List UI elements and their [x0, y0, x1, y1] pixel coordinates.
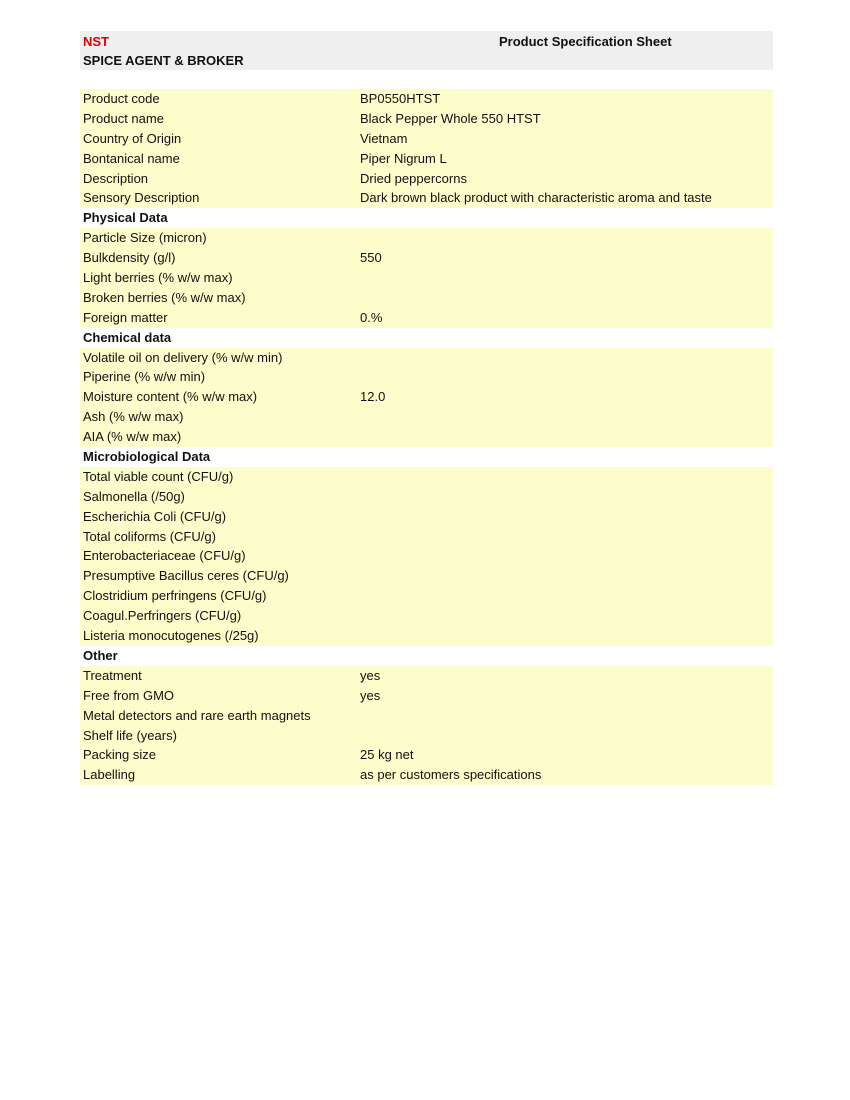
- spec-label: Moisture content (% w/w max): [83, 389, 258, 405]
- spec-row: [80, 348, 773, 368]
- spec-row: [80, 367, 773, 387]
- spec-row: [80, 745, 773, 765]
- spec-row: [80, 407, 773, 427]
- spec-label: Foreign matter: [83, 309, 168, 325]
- spec-row: [80, 288, 773, 308]
- spec-label: Salmonella (/50g): [83, 488, 185, 504]
- spec-value: 12.0: [360, 389, 386, 405]
- spec-value: Dark brown black product with characteristic aroma and taste: [360, 190, 712, 206]
- section-header: [80, 328, 773, 348]
- spec-label: Metal detectors and rare earth magnets: [83, 707, 311, 723]
- spec-label: Treatment: [83, 667, 142, 683]
- section-header: [80, 208, 773, 228]
- spec-value: 25 kg net: [360, 747, 414, 763]
- section-title: Physical Data: [83, 210, 168, 226]
- spec-value: Black Pepper Whole 550 HTST: [360, 110, 541, 126]
- spec-label: Broken berries (% w/w max): [83, 289, 246, 305]
- spec-row: [80, 228, 773, 248]
- spec-value: Vietnam: [360, 130, 408, 146]
- document-title: Product Specification Sheet: [499, 34, 672, 49]
- spec-row: [80, 188, 773, 208]
- spec-row: [80, 606, 773, 626]
- spec-label: Packing size: [83, 747, 156, 763]
- spec-label: Piperine (% w/w min): [83, 369, 206, 385]
- spec-label: Ash (% w/w max): [83, 409, 184, 425]
- spec-label: Presumptive Bacillus ceres (CFU/g): [83, 568, 289, 584]
- spec-row: [80, 129, 773, 149]
- spec-label: Country of Origin: [83, 130, 182, 146]
- section-title: Chemical data: [83, 329, 172, 345]
- spec-row: [80, 387, 773, 407]
- spec-label: Free from GMO: [83, 687, 175, 703]
- spec-label: Particle Size (micron): [83, 230, 207, 246]
- spec-row: [80, 546, 773, 566]
- spec-table: [80, 89, 773, 785]
- spec-value: Dried peppercorns: [360, 170, 467, 186]
- spec-row: [80, 149, 773, 169]
- spec-row: [80, 487, 773, 507]
- spec-sheet: [80, 31, 773, 785]
- spec-label: Clostridium perfringens (CFU/g): [83, 588, 267, 604]
- spec-label: Bontanical name: [83, 150, 180, 166]
- spec-label: Enterobacteriaceae (CFU/g): [83, 548, 246, 564]
- spec-row: [80, 726, 773, 746]
- spec-row: [80, 527, 773, 547]
- spec-label: Bulkdensity (g/l): [83, 250, 176, 266]
- spec-label: Description: [83, 170, 149, 186]
- spec-label: Sensory Description: [83, 190, 200, 206]
- spec-value: yes: [360, 667, 381, 683]
- spec-label: Total viable count (CFU/g): [83, 468, 234, 484]
- spec-row: [80, 706, 773, 726]
- spec-row: [80, 626, 773, 646]
- company-name: NST: [83, 34, 109, 49]
- spec-value: BP0550HTST: [360, 91, 441, 106]
- spec-row: [80, 467, 773, 487]
- spec-label: Listeria monocutogenes (/25g): [83, 628, 259, 644]
- spec-label: Labelling: [83, 767, 136, 783]
- company-subtitle: SPICE AGENT & BROKER: [83, 53, 244, 68]
- spec-value: 550: [360, 250, 382, 266]
- sheet-header: [80, 31, 773, 70]
- spec-row: [80, 566, 773, 586]
- spec-label: Escherichia Coli (CFU/g): [83, 508, 227, 524]
- spec-row: [80, 89, 773, 109]
- spec-value: 0.%: [360, 309, 383, 325]
- spec-row: [80, 507, 773, 527]
- spec-row: [80, 268, 773, 288]
- section-header: [80, 646, 773, 666]
- spec-row: [80, 586, 773, 606]
- spec-row: [80, 666, 773, 686]
- spec-row: [80, 248, 773, 268]
- spec-label: Total coliforms (CFU/g): [83, 528, 216, 544]
- section-header: [80, 447, 773, 467]
- spec-row: [80, 109, 773, 129]
- spec-row: [80, 169, 773, 189]
- spec-value: Piper Nigrum L: [360, 150, 447, 166]
- spec-label: Product name: [83, 110, 164, 126]
- spec-label: Shelf life (years): [83, 727, 177, 743]
- spec-value: yes: [360, 687, 381, 703]
- spec-row: [80, 308, 773, 328]
- spec-label: Light berries (% w/w max): [83, 270, 233, 286]
- spec-label: Product code: [83, 91, 160, 106]
- spec-label: AIA (% w/w max): [83, 429, 182, 445]
- section-title: Other: [83, 647, 118, 663]
- header-spacer: [80, 70, 773, 89]
- spec-row: [80, 686, 773, 706]
- spec-row: [80, 427, 773, 447]
- section-title: Microbiological Data: [83, 449, 211, 465]
- spec-value: as per customers specifications: [360, 767, 542, 783]
- spec-label: Coagul.Perfringers (CFU/g): [83, 608, 242, 624]
- spec-row: [80, 765, 773, 785]
- spec-label: Volatile oil on delivery (% w/w min): [83, 349, 283, 365]
